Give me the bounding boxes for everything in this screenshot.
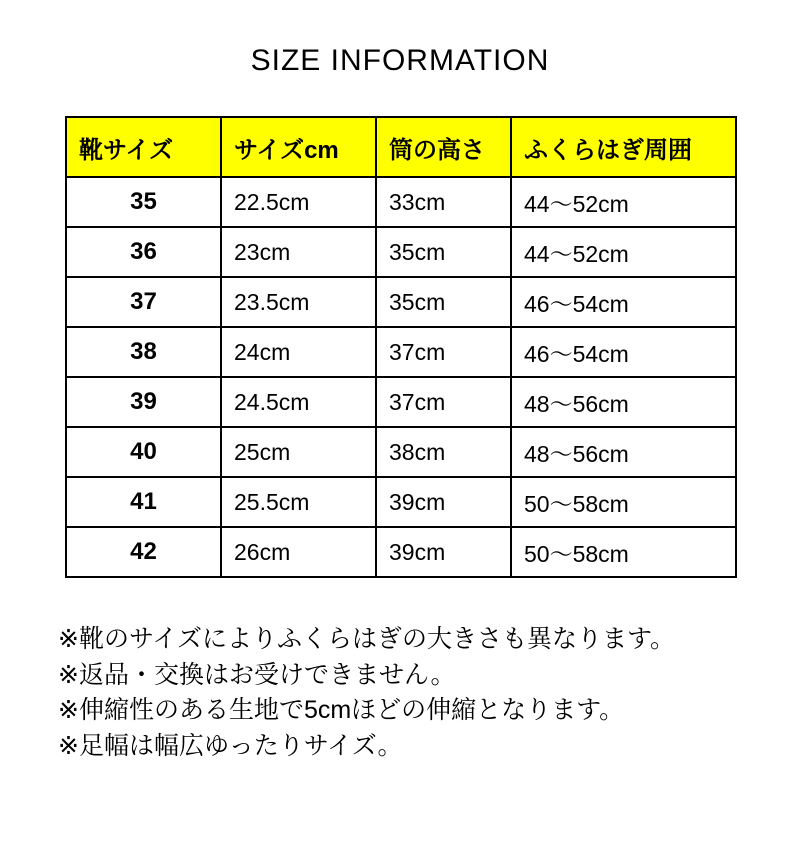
cell-shoe-size: 37 (66, 277, 221, 327)
note-line: ※伸縮性のある生地で5cmほどの伸縮となります。 (58, 696, 625, 724)
cell-shoe-size: 40 (66, 427, 221, 477)
cell-size-cm: 25.5cm (221, 477, 376, 527)
column-header-calf-circumference: ふくらはぎ周囲 (511, 117, 736, 177)
size-table (65, 116, 737, 578)
note-line: ※返品・交換はお受けできません。 (58, 660, 456, 689)
cell-size-cm: 25cm (221, 427, 376, 477)
cell-shoe-size: 38 (66, 327, 221, 377)
column-header-shaft-height: 筒の高さ (376, 117, 511, 177)
notes-section (58, 622, 800, 764)
cell-calf-circumference: 50～58cm (511, 477, 736, 527)
cell-shoe-size: 42 (66, 527, 221, 577)
cell-calf-circumference: 44～52cm (511, 227, 736, 277)
table-body (66, 177, 736, 577)
cell-shaft-height: 39cm (376, 527, 511, 577)
size-table-container (65, 116, 735, 578)
table-header-row (66, 117, 736, 177)
column-header-shoe-size: 靴サイズ (66, 117, 221, 177)
cell-calf-circumference: 48～56cm (511, 377, 736, 427)
cell-shaft-height: 39cm (376, 477, 511, 527)
table-row (66, 227, 736, 277)
table-header (66, 117, 736, 177)
cell-shoe-size: 36 (66, 227, 221, 277)
cell-calf-circumference: 44～52cm (511, 177, 736, 227)
cell-shaft-height: 33cm (376, 177, 511, 227)
cell-shoe-size: 41 (66, 477, 221, 527)
note-line: ※足幅は幅広ゆったりサイズ。 (58, 731, 403, 760)
note-line: ※靴のサイズによりふくらはぎの大きさも異なります。 (58, 625, 675, 653)
cell-size-cm: 24.5cm (221, 377, 376, 427)
cell-calf-circumference: 50～58cm (511, 527, 736, 577)
cell-shaft-height: 35cm (376, 227, 511, 277)
table-row (66, 277, 736, 327)
table-row (66, 477, 736, 527)
cell-size-cm: 26cm (221, 527, 376, 577)
cell-shoe-size: 39 (66, 377, 221, 427)
cell-calf-circumference: 48～56cm (511, 427, 736, 477)
table-row (66, 527, 736, 577)
cell-shaft-height: 37cm (376, 377, 511, 427)
size-information-page (0, 44, 800, 844)
table-row (66, 427, 736, 477)
table-row (66, 177, 736, 227)
page-title: SIZE INFORMATION (250, 44, 550, 77)
cell-shoe-size: 35 (66, 177, 221, 227)
cell-shaft-height: 37cm (376, 327, 511, 377)
table-row (66, 377, 736, 427)
cell-size-cm: 23cm (221, 227, 376, 277)
cell-calf-circumference: 46～54cm (511, 277, 736, 327)
cell-size-cm: 22.5cm (221, 177, 376, 227)
cell-shaft-height: 35cm (376, 277, 511, 327)
table-row (66, 327, 736, 377)
cell-shaft-height: 38cm (376, 427, 511, 477)
cell-size-cm: 24cm (221, 327, 376, 377)
column-header-size-cm: サイズcm (221, 117, 376, 177)
cell-size-cm: 23.5cm (221, 277, 376, 327)
cell-calf-circumference: 46～54cm (511, 327, 736, 377)
